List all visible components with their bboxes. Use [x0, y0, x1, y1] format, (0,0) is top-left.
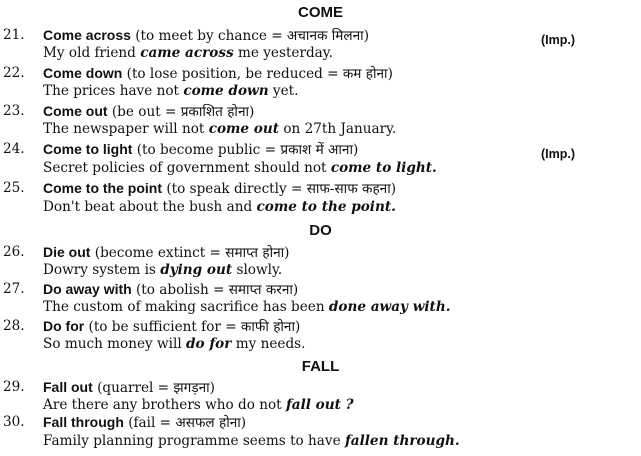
- example-sentence: [43, 433, 460, 450]
- phrase-term: Fall through: [43, 414, 124, 430]
- example-sentence: [43, 199, 396, 216]
- phrase-meaning: (be out = प्रकाशित होना): [107, 104, 255, 120]
- phrase-meaning: (to speak directly = साफ-साफ कहना): [162, 181, 397, 197]
- example-phrase: came across: [140, 45, 234, 61]
- entry-definition: [43, 244, 289, 262]
- example-phrase: come to light.: [330, 160, 437, 176]
- example-text: Secret policies of government should not: [43, 160, 331, 176]
- example-phrase: do for: [186, 336, 232, 352]
- phrase-meaning: (become extinct = समाप्त होना): [90, 245, 290, 261]
- entry-number: 22.: [3, 65, 25, 81]
- example-text: Dowry system is: [43, 262, 161, 278]
- example-text: on 27th January.: [279, 121, 397, 137]
- example-phrase: come down: [183, 83, 269, 99]
- phrase-term: Do away with: [43, 281, 132, 297]
- section-heading-come: COME: [298, 4, 343, 21]
- entry-number: 30.: [3, 414, 25, 430]
- entry-number: 27.: [3, 281, 25, 297]
- phrase-term: Come to light: [43, 141, 133, 157]
- example-phrase: fallen through.: [344, 433, 460, 449]
- example-text: My old friend: [43, 45, 141, 61]
- importance-tag: (Imp.): [541, 147, 576, 161]
- example-phrase: come to the point.: [256, 199, 396, 215]
- phrase-term: Come down: [43, 65, 123, 81]
- entry-number: 24.: [3, 141, 25, 157]
- example-text: Family planning programme seems to have: [43, 433, 345, 449]
- example-sentence: [43, 121, 396, 138]
- entry-number: 26.: [3, 244, 25, 260]
- entry-number: 28.: [3, 318, 25, 334]
- example-phrase: dying out: [160, 262, 233, 278]
- entry-number: 29.: [3, 379, 25, 395]
- entry-number: 23.: [3, 103, 25, 119]
- entry-definition: [43, 180, 396, 198]
- phrase-meaning: (to meet by chance = अचानक मिलना): [130, 28, 369, 44]
- phrase-meaning: (fail = असफल होना): [123, 415, 247, 431]
- example-sentence: [43, 262, 282, 279]
- phrase-meaning: (to become public = प्रकाश में आना): [132, 142, 359, 158]
- importance-tag: (Imp.): [541, 33, 576, 47]
- example-sentence: [43, 160, 437, 177]
- entry-definition: [43, 281, 298, 299]
- example-text: yet.: [268, 83, 299, 99]
- example-sentence: [43, 45, 333, 62]
- phrase-term: Fall out: [43, 379, 93, 395]
- entry-definition: [43, 379, 215, 397]
- phrase-meaning: (quarrel = झगड़ना): [92, 380, 215, 396]
- example-sentence: [43, 336, 305, 353]
- example-sentence: [43, 299, 450, 316]
- phrase-term: Come to the point: [43, 180, 162, 196]
- example-text: slowly.: [232, 262, 283, 278]
- example-phrase: done away with.: [328, 299, 451, 315]
- entry-definition: [43, 103, 254, 121]
- entry-definition: [43, 27, 369, 45]
- phrase-meaning: (to be sufficient for = काफी होना): [84, 319, 301, 335]
- example-sentence: [43, 83, 298, 100]
- example-text: The newspaper will not: [43, 121, 209, 137]
- phrase-meaning: (to abolish = समाप्त करना): [131, 282, 299, 298]
- phrase-meaning: (to lose position, be reduced = कम होना): [122, 66, 393, 82]
- example-text: The prices have not: [43, 83, 184, 99]
- section-heading-fall: FALL: [301, 358, 340, 375]
- phrase-term: Die out: [43, 244, 91, 260]
- entry-number: 21.: [3, 27, 25, 43]
- phrase-term: Come out: [43, 103, 108, 119]
- entry-definition: [43, 65, 393, 83]
- example-text: me yesterday.: [233, 45, 333, 61]
- example-text: So much money will: [43, 336, 187, 352]
- phrase-term: Come across: [43, 27, 131, 43]
- entry-definition: [43, 318, 300, 336]
- entry-definition: [43, 141, 358, 159]
- example-text: Are there any brothers who do not: [43, 397, 286, 413]
- example-text: my needs.: [231, 336, 306, 352]
- example-phrase: come out: [208, 121, 280, 137]
- example-text: The custom of making sacrifice has been: [43, 299, 329, 315]
- section-heading-do: DO: [309, 222, 332, 239]
- entry-number: 25.: [3, 180, 25, 196]
- phrase-term: Do for: [43, 318, 85, 334]
- example-sentence: [43, 397, 354, 414]
- example-text: Don't beat about the bush and: [43, 199, 257, 215]
- entry-definition: [43, 414, 246, 432]
- example-phrase: fall out ?: [285, 397, 354, 413]
